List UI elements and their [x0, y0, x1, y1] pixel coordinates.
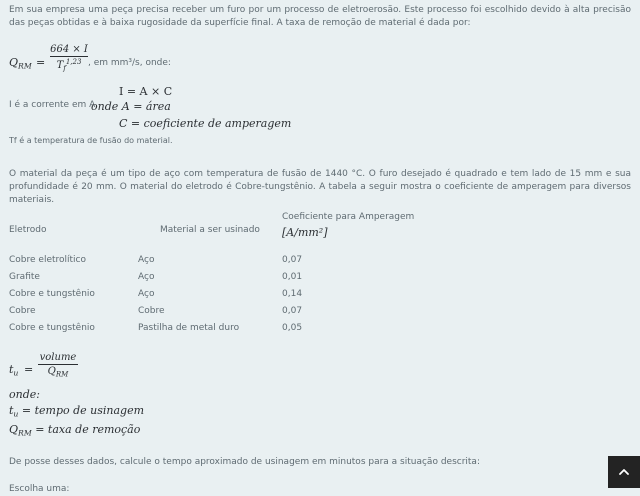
fraction-bar — [50, 56, 88, 57]
scroll-top-button[interactable] — [608, 456, 640, 488]
formula-qrm-numerator: 664 × I — [50, 44, 88, 55]
formula-qrm-lhs: $Q_{RM}$ — [9, 56, 32, 71]
formula-qrm-eq: = — [36, 56, 46, 69]
table-cell-electrode: Grafite — [9, 272, 40, 282]
table-cell-coef: 0,01 — [282, 272, 303, 282]
table-cell-material: Pastilha de metal duro — [138, 323, 240, 333]
formula-tu-fraction — [38, 352, 78, 378]
formula-tu-lhs: $t_u$ — [9, 363, 19, 378]
table-cell-electrode: Cobre e tungstênio — [9, 289, 95, 299]
formula-qrm-tail: , em mm³/s, onde: — [88, 58, 171, 68]
fraction-bar — [38, 364, 78, 365]
table-cell-electrode: Cobre eletrolítico — [9, 255, 87, 265]
question-text: De posse desses dados, calcule o tempo aproximado de usinagem em minutos para a situação descrita: — [9, 457, 480, 467]
formula-i-line1: I = A × C — [119, 85, 173, 98]
table-cell-electrode: Cobre e tungstênio — [9, 323, 95, 333]
table-header-material: Material a ser usinado — [160, 225, 260, 235]
formula-qrm-denominator: $T_f^{1,23}$ — [56, 58, 82, 73]
table-cell-material: Cobre — [138, 306, 165, 316]
choose-label: Escolha uma: — [9, 484, 70, 494]
formula-tu-denominator: $Q_{RM}$ — [47, 366, 69, 379]
table-cell-coef: 0,07 — [282, 306, 303, 316]
formula-tu-numerator: volume — [39, 352, 77, 363]
formula-qrm-fraction — [50, 44, 88, 72]
table-header-unit: [A/mm²] — [282, 226, 328, 239]
formula-tu-eq: = — [24, 363, 34, 376]
table-cell-coef: 0,14 — [282, 289, 303, 299]
table-cell-material: Aço — [138, 272, 155, 282]
table-cell-material: Aço — [138, 289, 155, 299]
table-cell-electrode: Cobre — [9, 306, 36, 316]
chevron-up-icon — [619, 468, 629, 476]
formula-i-line3: C = coeficiente de amperagem — [119, 117, 292, 130]
table-header-electrode: Eletrodo — [9, 225, 47, 235]
table-cell-coef: 0,07 — [282, 255, 303, 265]
table-cell-coef: 0,05 — [282, 323, 303, 333]
formula-tu-onde: onde: — [9, 388, 40, 401]
intro-paragraph: Em sua empresa uma peça precisa receber um furo por um processo de eletroerosão. Este processo foi escolhido devido à alta precisão das peças obtidas e à baixa rugosidade da superfície final. A taxa de remoção de material é dada por: — [9, 5, 631, 28]
table-header-coef: Coeficiente para Amperagem — [282, 212, 415, 222]
table-cell-material: Aço — [138, 255, 155, 265]
formula-i-prefix: I é a corrente em A — [9, 100, 96, 110]
tf-note: Tf é a temperatura de fusão do material. — [9, 136, 173, 145]
material-paragraph: O material da peça é um tipo de aço com temperatura de fusão de 1440 °C. O furo desejado é quadrado e tem lado de 15 mm e sua profundidade é 20 mm. O material do eletrodo é Cobre-tungstênio. A tabela a seguir mostra o coeficiente de amperagem para diversos materiais. — [9, 169, 631, 205]
formula-tu-def1: $t_u$ = tempo de usinagem — [9, 404, 145, 419]
formula-tu-def2: $Q_{RM}$ = taxa de remoção — [9, 423, 141, 438]
formula-i-line2: onde A = área — [91, 100, 171, 113]
